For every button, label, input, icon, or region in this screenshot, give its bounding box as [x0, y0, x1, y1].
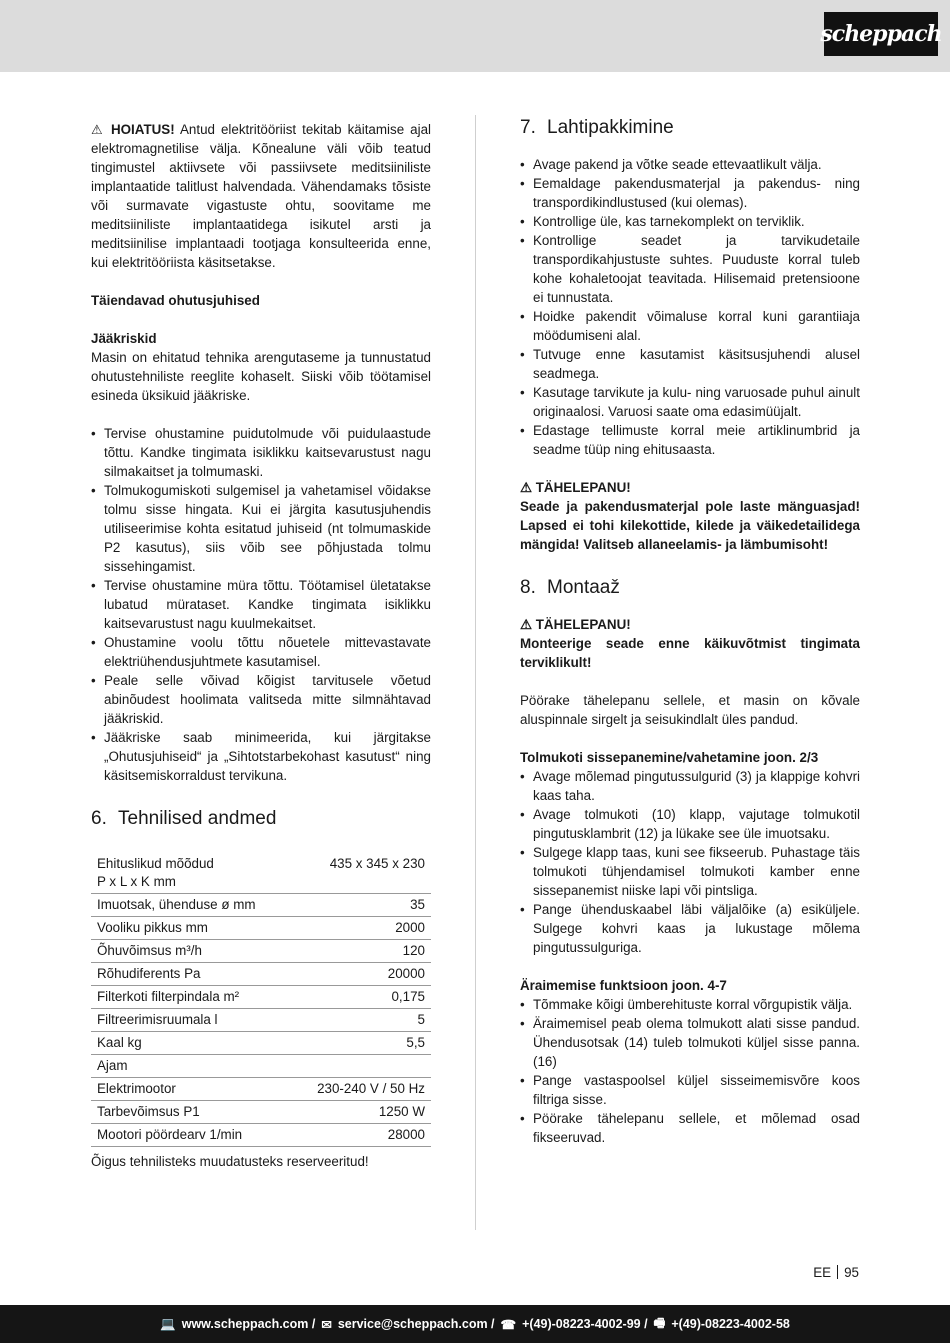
- mail-icon: ✉: [321, 1317, 332, 1332]
- spec-value: 230-240 V / 50 Hz: [291, 1078, 431, 1101]
- spec-value: 120: [291, 940, 431, 963]
- list-item: • Avage mõlemad pingutussulgurid (3) ja klappige kohvri kaas taha.: [520, 767, 860, 805]
- table-row: [91, 1078, 431, 1101]
- table-row: [91, 917, 431, 940]
- spec-label: Filterkoti filterpindala m²: [91, 986, 291, 1009]
- spec-value: [291, 1055, 431, 1078]
- spec-label: Ehituslikud mõõdud P x L x K mm: [91, 853, 291, 894]
- unpacking-list: [520, 155, 860, 459]
- spec-label: Imuotsak, ühenduse ø mm: [91, 894, 291, 917]
- spec-value: 1250 W: [291, 1101, 431, 1124]
- table-row: [91, 1032, 431, 1055]
- list-item: • Kontrollige üle, kas tarnekomplekt on terviklik.: [520, 212, 860, 231]
- attention-label: ⚠ TÄHELEPANU!: [520, 617, 631, 632]
- list-item: • Pöörake tähelepanu sellele, et mõlemad osad fikseeruvad.: [520, 1109, 860, 1147]
- table-row: [91, 986, 431, 1009]
- list-item: • Tutvuge enne kasutamist käsitsusjuhendi alusel seadmega.: [520, 345, 860, 383]
- spec-label: Mootori pöördearv 1/min: [91, 1124, 291, 1147]
- list-item: • Tervise ohustamine puidutolmude või puidulaastude tõttu. Kandke tingimata isiklikku kaitsevarustust nagu silmakaitset ja tolmumaski.: [91, 424, 431, 481]
- list-item: • Jääkriske saab minimeerida, kui järgitakse „Ohutusjuhiseid“ ja „Sihtotstarbekohast kasutust“ ning käsitsemiskorraldust tervikuna.: [91, 728, 431, 785]
- section-8-heading: 8. Montaaž: [520, 577, 620, 598]
- table-row: [91, 940, 431, 963]
- spec-label: Kaal kg: [91, 1032, 291, 1055]
- technical-data-table: [91, 853, 431, 1147]
- list-item: • Kontrollige seadet ja tarvikudetaile transpordikahjustuste suhtes. Puuduste korral tuleb kohe kohaletoojat teavitada. Hilisemaid pretensioone ei tunnustata.: [520, 231, 860, 307]
- warning-text: Antud elektritööriist tekitab käitamise ajal elektromagnetilise välja. Kõnealune väli võib teatud tingimustel aktiivsete või passiivsete meditsiiniliste implantaatide talitlust halvendada. Vähendamaks tõsiste või surmavate vigastuste ohtu, soovitame me meditsiiniliste implantaatidega isikutel arsti ja meditsiinilise implantaadi tootjaga konsulteerida enne, kui elektritööriista käsitsetakse.: [91, 122, 432, 270]
- additional-safety-heading: Täiendavad ohutusjuhised: [91, 293, 260, 308]
- fax-number: +(49)-08223-4002-58: [671, 1317, 790, 1331]
- montage-text: Pöörake tähelepanu sellele, et masin on kõvale aluspinnale sirgelt ja seisukindlalt üles pandud.: [520, 693, 860, 727]
- left-column: [91, 120, 431, 1171]
- computer-icon: 💻: [160, 1316, 176, 1331]
- spec-value: 35: [291, 894, 431, 917]
- attention-text: Monteerige seade enne käikuvõtmist tingimata terviklikult!: [520, 636, 860, 670]
- page-footer: [0, 1305, 950, 1343]
- phone-icon: ☎: [500, 1317, 517, 1332]
- suction-list: [520, 995, 860, 1147]
- spec-value: 435 x 345 x 230: [291, 853, 431, 894]
- list-item: • Hoidke pakendit võimaluse korral kuni garantiiaja möödumiseni alal.: [520, 307, 860, 345]
- spec-label: Elektrimootor: [91, 1078, 291, 1101]
- residual-risks-text: Masin on ehitatud tehnika arengutaseme ja tunnustatud ohutustehniliste reeglite kohaselt. Siiski võib töötamisel esineda üksikuid jääkriske.: [91, 350, 431, 403]
- section-7-heading: 7. Lahtipakkimine: [520, 117, 674, 138]
- list-item: • Pange ühenduskaabel läbi väljalõike (a) esiküljele. Sulgege kohvri kaas ja lukustage mõlema pingutussulguriga.: [520, 900, 860, 957]
- table-row: [91, 1124, 431, 1147]
- list-item: • Tolmukogumiskoti sulgemisel ja vahetamisel võidakse tolmu sisse hingata. Kui ei järgita kasutusjuhendis utiliseerimise kohta esitatud juhiseid (nt tolmumaskide P2 kasutus), siis võib see põhjustada tolmu sissehingamist.: [91, 481, 431, 576]
- spec-label: Filtreerimisruumala l: [91, 1009, 291, 1032]
- warning-triangle-icon: ⚠: [520, 617, 533, 632]
- page-number: EE 95: [813, 1265, 859, 1280]
- column-divider: [475, 115, 476, 1230]
- table-row: [91, 894, 431, 917]
- spec-value: 5: [291, 1009, 431, 1032]
- list-item: • Kasutage tarvikute ja kulu- ning varuosade puhul ainult originaalosi. Varuosi saate oma edasimüüjalt.: [520, 383, 860, 421]
- list-item: • Peale selle võivad kõigist tarvitusele võetud abinõudest hoolimata valitseda mitte silmnähtavad jääkriskid.: [91, 671, 431, 728]
- attention-text: Seade ja pakendusmaterjal pole laste mänguasjad! Lapsed ei tohi kilekottide, kilede ja väikedetailidega mängida! Valitseb allaneelamis- ja lämbumisoht!: [520, 499, 860, 552]
- spec-value: 5,5: [291, 1032, 431, 1055]
- attention-label: ⚠ TÄHELEPANU!: [520, 480, 631, 495]
- table-row: [91, 853, 431, 894]
- section-6-heading: 6. Tehnilised andmed: [91, 808, 277, 829]
- warning-triangle-icon: ⚠: [91, 122, 105, 137]
- list-item: • Ohustamine voolu tõttu nõuetele mittevastavate elektriühendusjuhtmete kasutamisel.: [91, 633, 431, 671]
- list-item: • Avage pakend ja võtke seade ettevaatlikult välja.: [520, 155, 860, 174]
- list-item: • Edastage tellimuste korral meie artiklinumbrid ja seadme tüüp ning ehitusaasta.: [520, 421, 860, 459]
- table-row: [91, 1055, 431, 1078]
- right-column: [520, 117, 860, 1147]
- spec-label: Ajam: [91, 1055, 291, 1078]
- warning-paragraph: [91, 120, 431, 272]
- warning-label: HOIATUS!: [110, 122, 175, 137]
- spec-label: Vooliku pikkus mm: [91, 917, 291, 940]
- list-item: • Pange vastaspoolsel küljel sisseimemisvõre koos filtriga sisse.: [520, 1071, 860, 1109]
- page-header: [0, 0, 950, 72]
- list-item: • Eemaldage pakendusmaterjal ja pakendus- ning transpordikindlustused (kui olemas).: [520, 174, 860, 212]
- website-link[interactable]: www.scheppach.com /: [181, 1317, 316, 1331]
- warning-triangle-icon: ⚠: [520, 480, 533, 495]
- table-row: [91, 1009, 431, 1032]
- residual-risks-heading: Jääkriskid: [91, 331, 157, 346]
- list-item: • Tervise ohustamine müra tõttu. Töötamisel ületatakse lubatud mürataset. Kandke tingimata isiklikku kaitsevarustust nagu kuulmekaitset.: [91, 576, 431, 633]
- list-item: • Tõmmake kõigi ümberehituste korral võrgupistik välja.: [520, 995, 860, 1014]
- spec-label: Tarbevõimsus P1: [91, 1101, 291, 1124]
- spec-note: Õigus tehnilisteks muudatusteks reserveeritud!: [91, 1154, 369, 1169]
- residual-risks-list: [91, 424, 431, 785]
- list-item: • Avage tolmukoti (10) klapp, vajutage tolmukotil pingutusklambrit (12) ja lükake see üle imuotsaku.: [520, 805, 860, 843]
- dust-bag-heading: Tolmukoti sissepanemine/vahetamine joon. 2/3: [520, 750, 819, 765]
- suction-heading: Äraimemise funktsioon joon. 4-7: [520, 978, 727, 993]
- fax-icon: 🖷: [653, 1315, 666, 1330]
- spec-label: Rõhudiferents Pa: [91, 963, 291, 986]
- spec-value: 20000: [291, 963, 431, 986]
- phone-number: +(49)-08223-4002-99 /: [522, 1317, 648, 1331]
- spec-value: 0,175: [291, 986, 431, 1009]
- table-row: [91, 1101, 431, 1124]
- list-item: • Äraimemisel peab olema tolmukott alati sisse pandud. Ühendusotsak (14) tuleb tolmukoti küljel sisse panna. (16): [520, 1014, 860, 1071]
- dust-bag-list: [520, 767, 860, 957]
- spec-label: Õhuvõimsus m³/h: [91, 940, 291, 963]
- spec-value: 28000: [291, 1124, 431, 1147]
- table-row: [91, 963, 431, 986]
- brand-logo: scheppach: [824, 12, 938, 56]
- list-item: • Sulgege klapp taas, kuni see fikseerub. Puhastage täis tolmukoti tühjendamisel tolmukoti kamber enne sissepanemist niiske lapi või pintsliga.: [520, 843, 860, 900]
- email-link[interactable]: service@scheppach.com /: [337, 1317, 495, 1331]
- spec-value: 2000: [291, 917, 431, 940]
